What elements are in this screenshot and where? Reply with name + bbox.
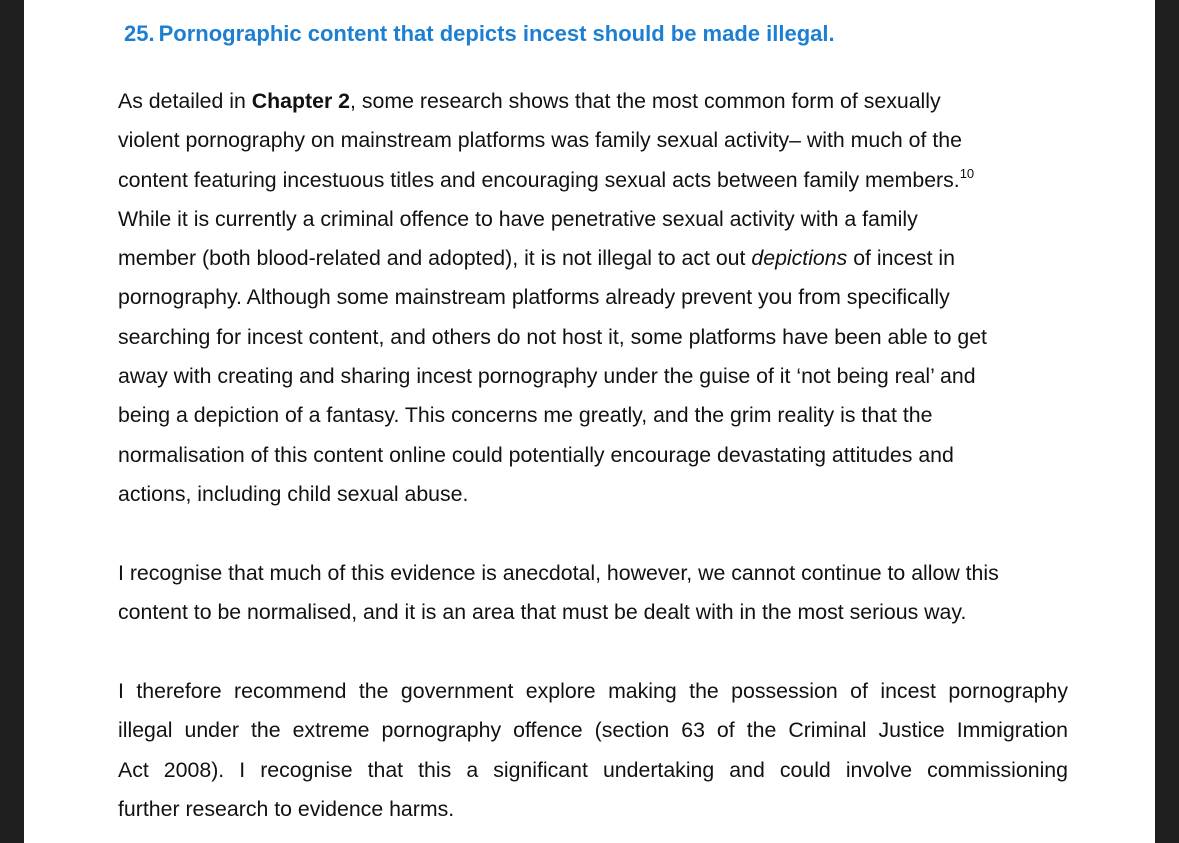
paragraph-2: [118, 554, 1068, 633]
text-line: [118, 82, 1068, 121]
paragraph-1: [118, 82, 1068, 514]
text-run: content featuring incestuous titles and encouraging sexual acts between family members.: [118, 167, 960, 192]
emphasis: depictions: [751, 246, 848, 271]
text-run: member (both blood-related and adopted), it is not illegal to act out: [118, 246, 752, 271]
text-line: away with creating and sharing incest pornography under the guise of it ‘not being real’ and: [118, 364, 976, 389]
text-line: illegal under the extreme pornography offence (section 63 of the Criminal Justice Immigration: [118, 718, 1068, 743]
section-heading: [124, 18, 835, 50]
text-line: being a depiction of a fantasy. This concerns me greatly, and the grim reality is that the: [118, 403, 933, 428]
text-line: [118, 239, 1068, 278]
text-run: of incest in: [847, 246, 956, 271]
text-line: [118, 161, 1068, 200]
text-line: Act 2008). I recognise that this a significant undertaking and could involve commissioning: [118, 757, 1068, 782]
footnote-marker[interactable]: 10: [959, 165, 975, 181]
text-run: As detailed in: [118, 89, 252, 113]
paragraph-3: [118, 672, 1068, 829]
text-line: actions, including child sexual abuse.: [118, 481, 469, 506]
text-line: violent pornography on mainstream platforms was family sexual activity– with much of the: [118, 128, 962, 153]
text-line: normalisation of this content online could potentially encourage devastating attitudes and: [118, 442, 954, 467]
text-line: I recognise that much of this evidence is anecdotal, however, we cannot continue to allow this: [118, 561, 999, 585]
text-line: pornography. Although some mainstream platforms already prevent you from specifically: [118, 285, 950, 310]
chapter-reference: Chapter 2: [251, 89, 351, 113]
text-line: content to be normalised, and it is an area that must be dealt with in the most serious way.: [118, 600, 967, 625]
text-line: While it is currently a criminal offence to have penetrative sexual activity with a family: [118, 206, 918, 231]
document-page: [24, 0, 1155, 843]
section-title: Pornographic content that depicts incest should be made illegal.: [158, 21, 835, 46]
text-line: I therefore recommend the government explore making the possession of incest pornography: [118, 679, 1068, 703]
text-run: , some research shows that the most common form of sexually: [350, 89, 941, 113]
text-line: searching for incest content, and others do not host it, some platforms have been able to get: [118, 324, 987, 349]
text-line: further research to evidence harms.: [118, 796, 455, 821]
section-number: 25.: [124, 21, 155, 46]
